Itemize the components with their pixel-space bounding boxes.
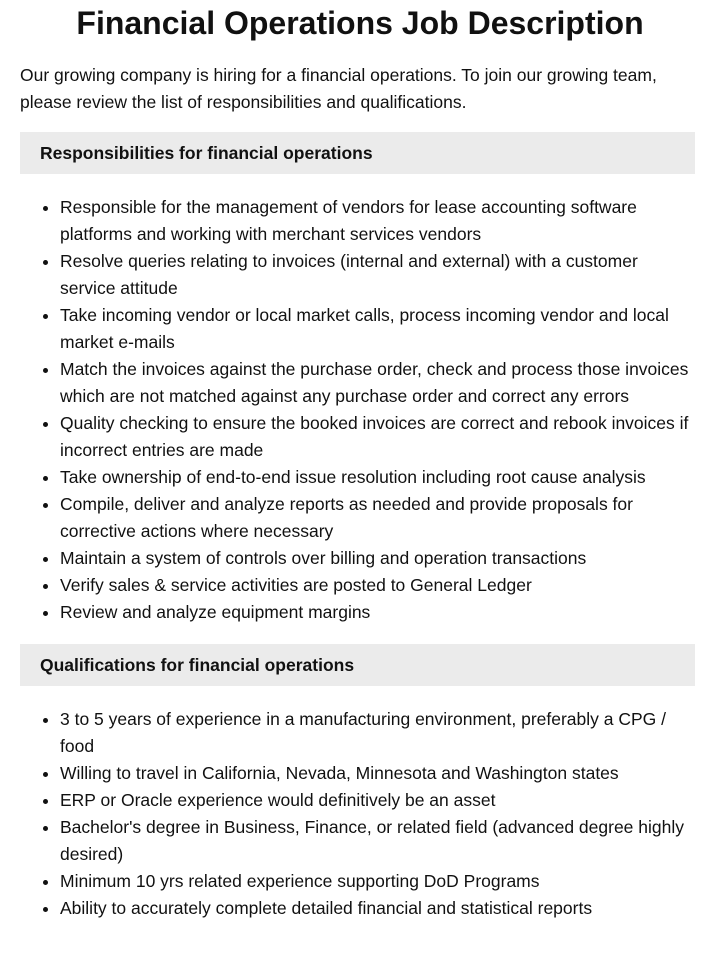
page-title: Financial Operations Job Description — [76, 5, 644, 41]
list-item: • 3 to 5 years of experience in a manufacturing environment, preferably a CPG / food — [60, 706, 695, 760]
list-item: • Quality checking to ensure the booked invoices are correct and rebook invoices if incorrect entries are made — [60, 410, 695, 464]
qualifications-heading: Qualifications for financial operations — [20, 644, 695, 686]
list-item: • Take incoming vendor or local market calls, process incoming vendor and local market e-mails — [60, 302, 695, 356]
list-item: • ERP or Oracle experience would definitively be an asset — [60, 787, 695, 814]
list-item: • Ability to accurately complete detailed financial and statistical reports — [60, 895, 695, 922]
intro-text: Our growing company is hiring for a financial operations. To join our growing team, please review the list of responsibilities and qualifications. — [20, 65, 657, 112]
list-item: • Maintain a system of controls over billing and operation transactions — [60, 545, 695, 572]
list-item: • Review and analyze equipment margins — [60, 599, 695, 626]
responsibilities-heading: Responsibilities for financial operations — [20, 132, 695, 174]
list-item: • Verify sales & service activities are posted to General Ledger — [60, 572, 695, 599]
list-item: • Bachelor's degree in Business, Finance, or related field (advanced degree highly desired) — [60, 814, 695, 868]
list-item: • Minimum 10 yrs related experience supporting DoD Programs — [60, 868, 695, 895]
list-item: • Compile, deliver and analyze reports as needed and provide proposals for corrective actions where necessary — [60, 491, 695, 545]
list-item: • Match the invoices against the purchase order, check and process those invoices which are not matched against any purchase order and correct any errors — [60, 356, 695, 410]
list-item: • Resolve queries relating to invoices (internal and external) with a customer service attitude — [60, 248, 695, 302]
list-item: • Take ownership of end-to-end issue resolution including root cause analysis — [60, 464, 695, 491]
qualifications-list — [20, 706, 695, 922]
responsibilities-list — [20, 194, 695, 626]
list-item: • Willing to travel in California, Nevada, Minnesota and Washington states — [60, 760, 695, 787]
list-item: • Responsible for the management of vendors for lease accounting software platforms and working with merchant services vendors — [60, 194, 695, 248]
